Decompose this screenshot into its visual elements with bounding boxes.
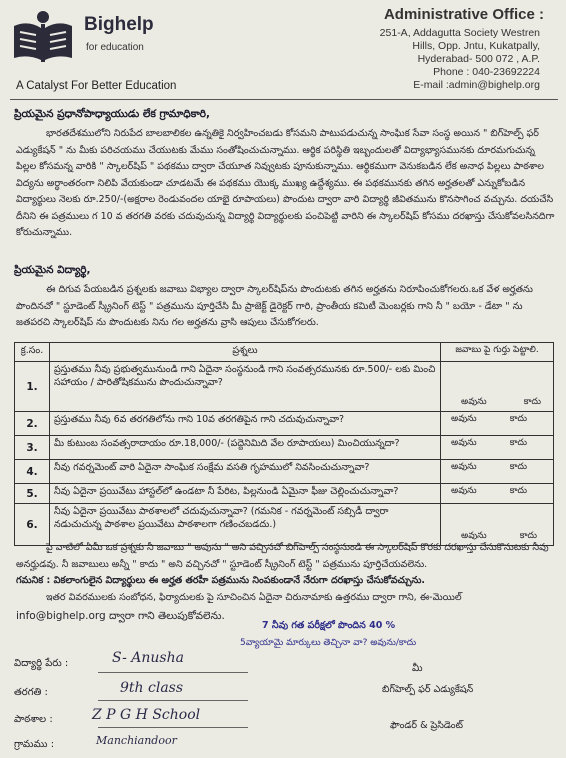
contact-email-line: info@bighelp.org ద్వారా గాని తెలుపుకోవలెను. — [16, 610, 225, 622]
address-line: 251-A, Addagutta Society Westren — [379, 27, 540, 39]
name-underline — [98, 672, 248, 673]
answer-no[interactable]: కాదు — [509, 462, 527, 472]
answer-no[interactable]: కాదు — [519, 531, 537, 541]
row-number: 4. — [15, 460, 50, 484]
answer-yes[interactable]: అవును — [451, 462, 477, 472]
brand-name: Bighelp — [84, 14, 154, 35]
answer-no[interactable]: కాదు — [509, 438, 527, 448]
table-row — [15, 460, 554, 484]
class-underline — [98, 700, 248, 701]
org-signoff: బిగ్‌హెల్ప్ ఫర్ ఎడ్యుకేషన్ — [382, 684, 474, 695]
row-number: 2. — [15, 412, 50, 436]
answer-yes[interactable]: అవును — [461, 397, 487, 407]
instructions-paragraph: ఈ దిగువ పేయబడిన ప్రశ్నలకు జవాబు విభ్యాల ద్వారా స్కాలర్‌షిప్‌ను పొందుటకు తగిన అర్హతను నిరూపించుకోగలరు.ఒక వేళ అర్హతను పొందినచో " స్టూడెంట్ స్క్రీనింగ్ టెస్ట్ " పత్రమును పూర్తిచేసి మీ ప్రాజెక్ట్ డైరెక్టర్ గారి, ప్రాంతీయ కమిటీ మెంబర్లకు గాని నీ " బయో - డేటా " ను జతపరచి స్కాలర్‌షిప్ ను పొందుటకు నిను గల అర్హతను వ్రాసి ఆపులు చేసుకోగలరు. — [16, 284, 533, 328]
address-line: Hyderabad- 500 072 , A.P. — [417, 53, 540, 65]
contact-instructions: ఇతర వివరములకు సంబోధన, ఫిర్యాదులకు పై సూచించిన ఏదైనా చిరునామాకు ఉత్తరము ద్వారా గాని, ఈ-మెయిల్ — [46, 592, 462, 603]
answer-cell[interactable] — [441, 460, 554, 484]
village-value[interactable]: Manchiandoor — [96, 734, 177, 747]
answer-no[interactable]: కాదు — [509, 414, 527, 424]
answer-no[interactable]: కాదు — [509, 486, 527, 496]
row-number: 5. — [15, 484, 50, 504]
col-header-answer: జవాబు పై గుర్తు పెట్టాలి. — [441, 343, 554, 362]
question-text: ప్రస్తుతము నీవు 6వ తరగతిలోను గాని 10వ తరగతిపైన గాని చదువుచున్నావా? — [50, 412, 441, 436]
table-row — [15, 436, 554, 460]
student-name-value[interactable]: S- Anusha — [112, 650, 184, 666]
table-row — [15, 412, 554, 436]
handwritten-annotation: 5వ్యాయామై మార్కులు తెచ్చినా వా? అవును/కాదు — [240, 638, 417, 648]
answer-cell[interactable] — [441, 362, 554, 412]
brand-subtitle: for education — [86, 42, 144, 53]
salutation-headmaster: ప్రియమైన ప్రధానోపాధ్యాయుడు లేక గ్రామాధికారి, — [14, 108, 211, 120]
row-number: 3. — [15, 436, 50, 460]
table-row — [15, 484, 554, 504]
school-value[interactable]: Z P G H School — [92, 707, 201, 723]
result-instructions: పై వాటిలో ఏమీ ఒక ప్రశ్నకు నీ జవాబు " అవును " అని వచ్చినచో బిగ్‌హెల్ప్ సంస్థనుండి ఈ స్కాలర్‌షిప్ కొరకు దరఖాస్తు చేసుకొనుటకు నీవు అనర్హుడవు. నీ జవాబులు అన్నీ " కాదు " అని వచ్చినచో " స్టూడెంట్ స్క్రీనింగ్ టెస్ట్ " పత్రమును పూర్తిచేయవలెను. — [16, 542, 549, 570]
question-text: మీ కుటుంబ సంవత్సరాదాయం రూ.18,000/- (పద్దెనిమిది వేల రూపాయలు) మించియున్నదా? — [50, 436, 441, 460]
field-label-name: విద్యార్థి పేరు : — [14, 658, 69, 669]
col-header-sno: క్ర.సం. — [15, 343, 50, 362]
office-title: Administrative Office : — [383, 6, 544, 23]
field-label-village: గ్రామము : — [14, 739, 55, 750]
question-text: ప్రస్తుతము నీవు ప్రభుత్వమునుండి గాని ఏదైనా సంస్థనుండి గాని సంవత్సరమునకు రూ.500/- లకు మించి సహాయం / పారితోషికమును పొందుచున్నావా? — [50, 362, 441, 412]
closing-word: మీ — [412, 663, 423, 674]
row-number: 1. — [15, 362, 50, 412]
question-text: నీవు ఏదైనా ప్రయివేటు పాఠశాలలో చదువుచున్నావా? (గమనిక - గవర్నమెంట్ సబ్సిడీ ద్వారా నడుచుచున్న పాఠశాల ప్రయివేటు పాఠశాలగా గణించబడదు.) — [50, 504, 441, 546]
address-line: Hills, Opp. Jntu, Kukatpally, — [412, 40, 540, 52]
answer-cell[interactable] — [441, 412, 554, 436]
book-person-icon — [12, 8, 74, 66]
answer-yes[interactable]: అవును — [461, 531, 487, 541]
bighelp-logo — [12, 8, 74, 66]
class-value[interactable]: 9th class — [120, 680, 184, 696]
eligibility-table — [14, 342, 554, 546]
email-line: E-mail :admin@bighelp.org — [413, 79, 540, 91]
field-label-class: తరగతి : — [14, 687, 48, 698]
answer-no[interactable]: కాదు — [523, 397, 541, 407]
question-text: నీవు గవర్నమెంట్ వారి ఏదైనా సాంఘిక సంక్షేమ వసతి గృహములో నివసించుచున్నావా? — [50, 460, 441, 484]
answer-yes[interactable]: అవును — [451, 438, 477, 448]
tagline: A Catalyst For Better Education — [16, 80, 177, 92]
answer-cell[interactable] — [441, 484, 554, 504]
table-row — [15, 362, 554, 412]
answer-cell[interactable] — [441, 436, 554, 460]
phone-line: Phone : 040-23692224 — [433, 66, 540, 78]
answer-yes[interactable]: అవును — [451, 414, 477, 424]
question-text: నీవు ఏదైనా ప్రయివేటు హాస్టల్‌లో ఉండటా నీ పేరిట, పిల్లనుండి ఏమైనా ఫీజు చెల్లించుచున్నావా? — [50, 484, 441, 504]
col-header-question: ప్రశ్నలు — [50, 343, 441, 362]
header-divider — [10, 99, 558, 100]
salutation-student: ప్రియమైన విద్యార్థి, — [14, 264, 91, 276]
table-header-row — [15, 343, 554, 362]
school-underline — [98, 727, 248, 728]
founder-title: ఫౌండర్ & ప్రెసిడెంట్ — [390, 720, 463, 731]
handwritten-annotation: 7 నీవు గత పరీక్షలో పొందిన 40 % — [262, 620, 396, 631]
note-disabled-students: గమనిక : వికలాంగులైన విద్యార్థులు ఈ అర్హత తరహీ పత్రమును నింపకుండానే నేరుగా దరఖాస్తు చేసుకోవచ్చును. — [16, 575, 426, 586]
row-number: 6. — [15, 504, 50, 546]
field-label-school: పాఠశాల : — [14, 714, 53, 725]
answer-yes[interactable]: అవును — [451, 486, 477, 496]
intro-paragraph: భారతదేశములోని నిరుపేద బాలబాలికల ఉన్నతికై నిర్వహించబడు కోసమని పాటుపడుచున్న సాంఘిక సేవా సంస్థ అయిన " బిగ్‌హెల్ప్ ఫర్ ఎడ్యుకేషన్ " ను మీకు పరిచయము చేయుటకు మేము సంతోషించుచున్నాము. ఆర్థిక పరిస్థితి ఇబ్బందులతో విద్యాభ్యాసమునకు దూరమగుచున్న పిల్లల కోసమన్న వారికి " స్కాలర్‌షిప్ " పథకము ద్వారా చేయూత నివ్వుటకు పూనుకున్నాము. ఆర్థికముగా వెనుకబడిన లేక అనాధ పిల్లలు పాఠశాల విద్యను అర్ధాంతరంగా నిలిపి వేయకుండా చూడటమే ఈ పథకము యొక్క ముఖ్య ఉద్దేశ్యము. ఈ పథకమునకు తగిన అర్హతలతో ఎన్నుకోబడిన విద్యార్థులు నెలకు రూ.250/-(అక్షరాల రెండువందల యాభై రూపాయలు) పొందుట ద్వారా వారి విద్యార్థి జీవితమును కొనసాగించ వచ్చును. దయచేసి దీనిని ఈ పత్రములు గ 10 వ తరగతి వరకు చదువుచున్న విద్యార్థి విద్యార్థులకు పంచిపెట్టి వారిని ఈ స్కాలర్‌షిప్ కోసము దరఖాస్తు చేసుకోవలసినదిగా కోరుచున్నాము. — [16, 128, 555, 238]
